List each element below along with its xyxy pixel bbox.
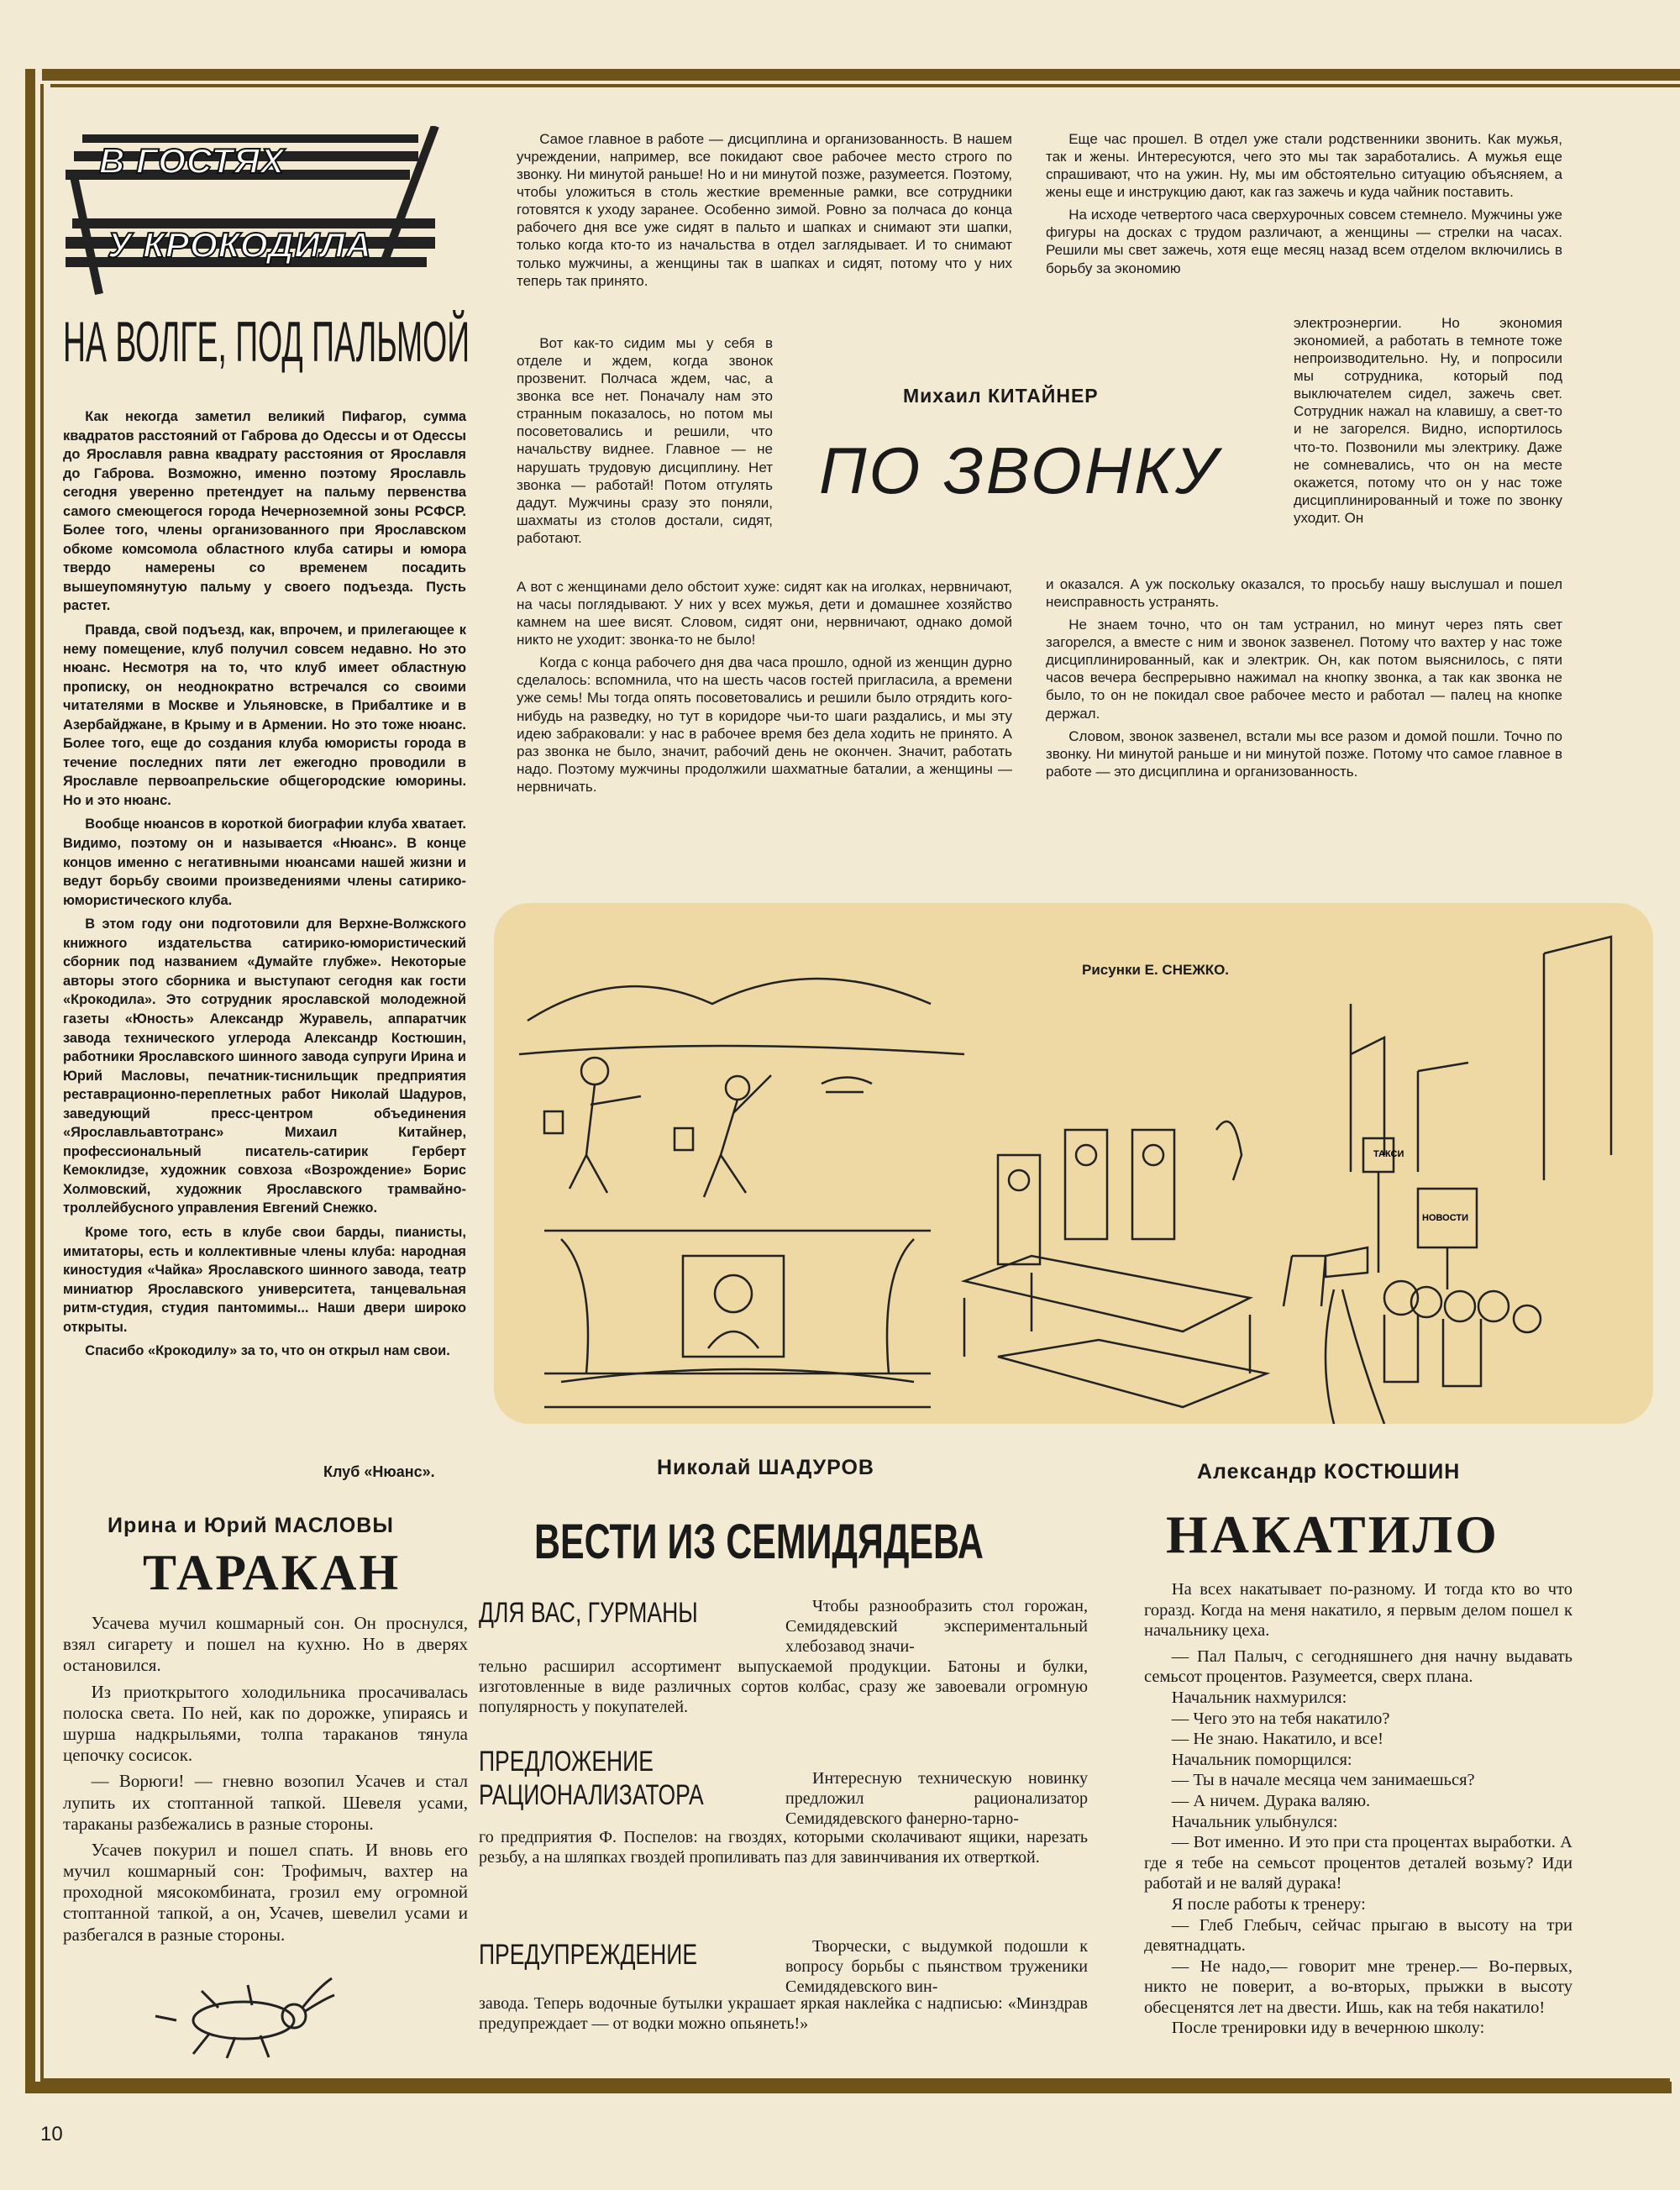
tarakan-paragraph: Усачев покурил и пошел спать. И вновь его мучил кошмарный сон: Трофимыч, вахтер на проходной мясокомбината, грозил ему огромной стоптанной тапкой, а он, Усачев, шевелил усами и разбегался в разные стороны.: [63, 1839, 468, 1945]
vesti-item1-side: [785, 1596, 1088, 1662]
nakatilo-line: Начальник нахмурился:: [1171, 1688, 1347, 1707]
zvonok-paragraph: Еще час прошел. В отдел уже стали родственники звонить. Как мужья, так и жены. Интересуются, чего это мы так заработались. А мужья еще спрашивают, что на ужин. Ну, мы им обстоятельно ситуацию объясняем, а жены еще и инструкцию дают, как газ зажечь и куда чайник поставить.: [1046, 131, 1562, 201]
vesti-item2-full: [479, 1827, 1088, 1872]
rubric-line1: В ГОСТЯХ: [99, 141, 285, 181]
frame-top-thin-rule: [50, 84, 1680, 87]
club-paragraph: Вообще нюансов в короткой биографии клуба хватает. Видимо, поэтому он и называется «Нюанс». В конце концов именно с негативными нюансами нашей жизни и ведут борьбу своими произведениями члены сатирико-юмористического клуба.: [63, 817, 466, 908]
tarakan-title: ТАРАКАН: [143, 1545, 402, 1600]
zvonok-paragraph: Когда с конца рабочего дня два часа прошло, одной из женщин дурно сделалось: вспомнила, что на шесть часов гостей пригласила, а времени уже семь! Мы тогда опять посоветовались и решили было отрядить кого-нибудь на разведку, но тут в коридоре чьи-то шаги раздались, и мы эту идею забраковали: у нас в рабочее время без дела ходить не принято. А раз звонка не было, значит, рабочий день не окончен. Значит, работать надо. Поэтому мужчины продолжили шахматные баталии, а женщины — нервничать.: [517, 654, 1012, 795]
vesti-item3-side-text: Творчески, с выдумкой подошли к вопросу борьбы с пьянством труженики Семидядевского вин-: [785, 1937, 1088, 1996]
club-paragraph: В этом году они подготовили для Верхне-Волжского книжного издательства сатирико-юмористический сборник под названием «Думайте глубже». Некоторые авторы этого сборника и выступают сегодня как гости «Крокодила». Это сотрудник ярославской молодежной газеты «Юность» Александр Журавель, аппаратчик завода технического углерода Александр Костюшин, работники Ярославского шинного завода супруги Ирина и Юрий Масловы, печатник-тиснильщик предприятия реставрационно-переплетных работ Николай Шадуров, заведующий пресс-центром объединения «Ярославльавтотранс» Михаил Китайнер, профессиональный писатель-сатирик Герберт Кемоклидзе, художник совхоза «Возрождение» Борис Холмовский, художник Ярославского трамвайно-троллейбусного управления Евгений Снежко.: [63, 916, 466, 1216]
vesti-item3-full-text: завода. Теперь водочные бутылки украшает яркая наклейка с надписью: «Минздрав предупреждает — от водки можно опьянеть!»: [479, 1994, 1088, 2033]
nakatilo-line: — А ничем. Дурака валяю.: [1171, 1791, 1371, 1810]
frame-left-rule: [25, 69, 35, 2085]
cartoon-panel: [494, 903, 1653, 1424]
club-signature: Клуб «Нюанс».: [323, 1463, 435, 1480]
sign-news: НОВОСТИ: [1422, 1213, 1469, 1223]
vesti-item3-full: [479, 1993, 1088, 2039]
street-scene: [1326, 937, 1611, 1424]
nakatilo-line: Начальник улыбнулся:: [1171, 1812, 1338, 1831]
nakatilo-line: Я после работы к тренеру:: [1171, 1894, 1366, 1914]
rubric-line2: У КРОКОДИЛА: [108, 225, 372, 265]
sign-taxi: ТАКСИ: [1373, 1149, 1404, 1159]
illustration-caption: Рисунки Е. СНЕЖКО.: [1082, 962, 1230, 978]
vesti-item1-full-text: тельно расширил ассортимент выпускаемой продукции. Батоны и булки, изготовленные в виде различных сортов колбас, сразу же завоевали огромную популярность у покупателей.: [479, 1657, 1088, 1716]
nakatilo-body: [1144, 1579, 1572, 2039]
tarakan-paragraph: Усачева мучил кошмарный сон. Он проснулся, взял сигарету и пошел на кухню. Но в дверях остановился.: [63, 1613, 468, 1676]
zvonok-col1-mid: [517, 334, 773, 552]
theater-scene: [544, 1231, 931, 1407]
nakatilo-line: — Не надо,— говорит мне тренер.— Во-первых, никто не поверит, а во-вторых, прыжки в высоту обесценятся лет на двести. Ишь, как на тебя накатило!: [1144, 1956, 1572, 2017]
nakatilo-line: Начальник поморщился:: [1171, 1750, 1352, 1769]
nakatilo-title: НАКАТИЛО: [1166, 1505, 1499, 1564]
zvonok-col2-mid: [1294, 314, 1562, 532]
vesti-item1-side-text: Чтобы разнообразить стол горожан, Семидядевский экспериментальный хлебозавод значи-: [785, 1597, 1088, 1656]
cartoon-drawings: [494, 903, 1653, 1424]
zvonok-col2-bot: [1046, 575, 1562, 785]
tarakan-paragraph: — Ворюги! — гневно возопил Усачев и стал лупить их стоптанной тапкой. Шевеля усами, тараканы разбежались в разные стороны.: [63, 1771, 468, 1834]
cockroach-drawing: [151, 1970, 336, 2062]
nakatilo-line: — Ты в начале месяца чем занимаешься?: [1171, 1771, 1475, 1790]
vesti-item1-head: ДЛЯ ВАС, ГУРМАНЫ: [479, 1597, 698, 1629]
zvonok-paragraph: электроэнергии. Но экономия экономией, а работать в темноте тоже непроизводительно. Ну, и попросили мы сотрудника, который под выключателем сидел, зажечь свет. Сотрудник нажал на клавишу, а свет-то и не загорелся. Видно, испортилось что-то. Позвонили мы электрику. Даже не сомневались, что он на месте окажется, потому что он у нас тоже дисциплинированный и тоже по звонку уходит. Он: [1294, 315, 1562, 526]
zvonok-col1-bot: [517, 578, 1012, 801]
zvonok-paragraph: Словом, звонок зазвенел, встали мы все разом и домой пошли. Точно по звонку. Ни минутой раньше и ни минутой позже. Потому что самое главное в работе — это дисциплина и организованность.: [1046, 727, 1562, 780]
rubric-logo: [66, 126, 452, 302]
vesti-item2-head2: РАЦИОНАЛИЗАТОРА: [479, 1779, 704, 1811]
zvonok-col1-top: [517, 130, 1012, 295]
frame-bottom-thin-rule: [40, 2078, 1670, 2082]
zvonok-title: ПО ЗВОНКУ: [819, 433, 1220, 507]
club-article-title: НА ВОЛГЕ, ПОД ПАЛЬМОЙ: [63, 310, 470, 374]
nakatilo-author: Александр КОСТЮШИН: [1197, 1460, 1461, 1484]
vesti-title: ВЕСТИ ИЗ СЕМИДЯДЕВА: [534, 1515, 984, 1569]
zvonok-paragraph: Не знаем точно, что он там устранил, но минут через пять свет загорелся, а вместе с ним и звонок зазвенел. Потому что вахтер у нас тоже дисциплинированный, как и электрик. Он, как потом выяснилось, с пяти часов вечера беспрерывно нажимал на кнопку звонка, а так как звонка не было, то он не покидал свое рабочее место и работал — палец на кнопке держал.: [1046, 617, 1562, 722]
zvonok-col2-top: [1046, 130, 1562, 282]
club-article-body: [63, 407, 466, 1366]
duel-scene: [519, 979, 964, 1197]
nakatilo-line: — Вот именно. И это при ста процентах выработки. А где я тебе на семьсот процентов деталей возьму? Иди работай и не валяй дурака!: [1144, 1833, 1572, 1893]
frame-bottom-rule: [25, 2082, 1672, 2093]
page-number: 10: [40, 2123, 63, 2145]
frame-left-thin-rule: [40, 84, 44, 2083]
tarakan-author: Ирина и Юрий МАСЛОВЫ: [108, 1514, 394, 1537]
tarakan-paragraph: Из приоткрытого холодильника просачивалась полоска света. По ней, как по дорожке, упираясь и шурша надкрыльями, толпа тараканов тянула цепочку сосисок.: [63, 1681, 468, 1766]
vesti-item3-head: ПРЕДУПРЕЖДЕНИЕ: [479, 1939, 698, 1971]
zvonok-author: Михаил КИТАЙНЕР: [903, 385, 1099, 407]
frame-top-rule: [42, 69, 1680, 81]
nakatilo-line: — Чего это на тебя накатило?: [1171, 1709, 1390, 1728]
bank-hall-scene: [964, 1121, 1326, 1407]
vesti-item2-side: [785, 1768, 1088, 1834]
nakatilo-line: После тренировки иду в вечернюю школу:: [1171, 2019, 1485, 2038]
club-paragraph: Как некогда заметил великий Пифагор, сумма квадратов расстояний от Габрова до Одессы и от Одессы до Ярославля равна квадрату расстояния от Ярославля до Габрова. Возможно, именно поэтому Ярославль сегодня уверенно претендует на пальму первенства самого смеющегося города Нечерноземной зоны РСФСР. Более того, члены организованного при Ярославском обкоме комсомола областного клуба сатиры и юмора твердо намерены со временем посадить вышеупомянутую пальму у своего подъезда. Пусть растет.: [63, 409, 466, 614]
nakatilo-line: На всех накатывает по-разному. И тогда кто во что горазд. Когда на меня накатило, я первым делом пошел к начальнику цеха.: [1144, 1580, 1572, 1641]
vesti-item2-full-text: го предприятия Ф. Поспелов: на гвоздях, которыми сколачивают ящики, нарезать резьбу, а на шляпках гвоздей пропиливать паз для завинчивания их отверткой.: [479, 1828, 1088, 1867]
vesti-item3-side: [785, 1936, 1088, 2002]
zvonok-paragraph: А вот с женщинами дело обстоит хуже: сидят как на иголках, нервничают, на часы поглядывают. У них у всех мужья, дети и домашнее хозяйство камнем на шее висят. Словом, сидят они, нервничают, однако домой никто не уходит: звонка-то не было!: [517, 579, 1012, 649]
zvonok-paragraph: Самое главное в работе — дисциплина и организованность. В нашем учреждении, например, все покидают свое рабочее место строго по звонку. Ни минутой раньше! Но и ни минутой позже, разумеется. Поэтому, чтобы уложиться в столь жесткие временные рамки, все сотрудники готовятся к уходу заранее. Особенно зимой. Ровно за полчаса до конца рабочего дня все уже сидят в пальто и шапках и снимают эти шапки, только когда кто-то из начальства в отдел заглядывает. И то снимают только мужчины, а женщины так в шапках и сидят, потому что у них теперь так принято.: [517, 131, 1012, 289]
zvonok-paragraph: и оказался. А уж поскольку оказался, то просьбу нашу выслушал и пошел неисправность устранять.: [1046, 576, 1562, 611]
nakatilo-line: — Глеб Глебыч, сейчас прыгаю в высоту на три девятнадцать.: [1144, 1915, 1572, 1956]
club-paragraph: Правда, свой подъезд, как, впрочем, и прилегающее к нему помещение, клуб получил совсем недавно. Но это нюанс. Несмотря на то, что клуб имеет областную прописку, он неоднократно встречался со своими читателями в Москве и Ульяновске, в Прибалтике и в Азербайджане, в Крыму и в Армении. Но это тоже нюанс. Более того, еще до создания клуба юмористы города в течение последних пяти лет ежегодно проводили в Ярославле первоапрельские общегородские юморины. Но и это нюанс.: [63, 622, 466, 808]
zvonok-paragraph: На исходе четвертого часа сверхурочных совсем стемнело. Мужчины уже фигуры на досках с трудом различают, а женщины — стрелки на часах. Решили мы свет зажечь, хотя еще месяц назад всем отделом включились в борьбу за экономию: [1046, 207, 1562, 276]
club-paragraph: Кроме того, есть в клубе свои барды, пианисты, имитаторы, есть и коллективные члены клуба: народная киностудия «Чайка» Ярославского шинного завода, театр миниатюр Ярославского университета, танцевальная ритм-студия, студия пантомимы... Наши двери широко открыты.: [63, 1224, 466, 1335]
nakatilo-line: — Не знаю. Накатило, и все!: [1171, 1730, 1383, 1749]
vesti-item2-side-text: Интересную техническую новинку предложил рационализатор Семидядевского фанерно-тарно-: [785, 1769, 1088, 1828]
zvonok-paragraph: Вот как-то сидим мы у себя в отделе и ждем, когда звонок прозвенит. Полчаса ждем, час, а звонка все нет. Поначалу нам это странным показалось, но потом мы посоветовались и решили, что начальству виднее. Главное — не нарушать трудовую дисциплину. Нет звонка — работай! Потом отгулять дадут. Мужчины сразу это поняли, шахматы из столов достали, сидят, работают.: [517, 335, 773, 546]
tarakan-body: [63, 1613, 468, 1951]
vesti-item1-full: [479, 1657, 1088, 1722]
vesti-author: Николай ШАДУРОВ: [657, 1456, 874, 1479]
nakatilo-line: — Пал Палыч, с сегодняшнего дня начну выдавать семьсот процентов. Разумеется, сверх плана.: [1144, 1646, 1572, 1687]
vesti-item2-head1: ПРЕДЛОЖЕНИЕ: [479, 1746, 654, 1778]
club-paragraph: Спасибо «Крокодилу» за то, что он открыл нам свои.: [85, 1343, 450, 1359]
